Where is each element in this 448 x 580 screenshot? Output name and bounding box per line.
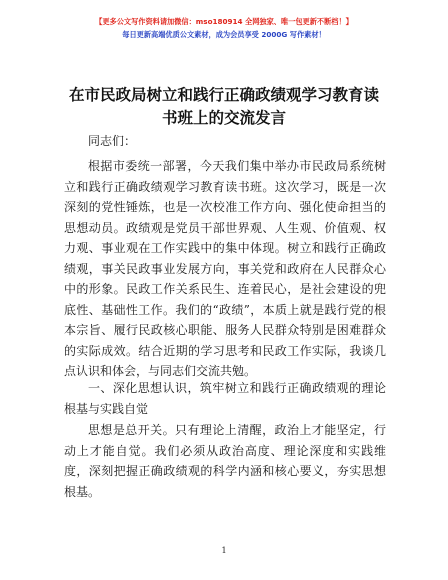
body-paragraph-intro: 根据市委统一部署，今天我们集中举办市民政局系统树立和践行正确政绩观学习教育读书班。这次学习，既是一次深刻的党性锤炼，也是一次校准工作方向、强化使命担当的思想动员。政绩观是党员干部世界观、人生观、价值观、权力观、事业观在工作实践中的集中体现。树立和践行正确政绩观，事关民政事业发展方向，事关党和政府在人民群众心中的形象。民政工作关系民生、连着民心，是社会建设的兜底性、基础性工作。我们的“政绩”，本质上就是践行党的根本宗旨、履行民政核心职能、服务人民群众特别是困难群众的实际成效。结合近期的学习思考和民政工作实际，我谈几点认识和体会，与同志们交流共勉。 — [64, 159, 386, 378]
promo-banner-line-2: 每日更新高端优质公文素材，成为会员享受 2000G 写作素材！ — [122, 30, 326, 39]
body-paragraph-section-1: 思想是总开关。只有理论上清醒，政治上才能坚定，行动上才能自觉。我们必须从政治高度、理论深度和实践维度，深刻把握正确政绩观的科学内涵和核心要义，夯实思想根基。 — [64, 423, 386, 499]
document-title-line-2: 书班上的交流发言 — [161, 109, 286, 127]
document-title-line-1: 在市民政局树立和践行正确政绩观学习教育读 — [68, 86, 379, 104]
promo-banner-line-1: 【更多公文写作资料请加微信：mso180914 全网独家、唯一包更新不断档！】 — [95, 17, 353, 26]
section-heading-1: 一、深化思想认识，筑牢树立和践行正确政绩观的理论根基与实践自觉 — [64, 381, 386, 416]
page-number: 1 — [221, 546, 227, 555]
greeting: 同志们： — [88, 134, 137, 148]
